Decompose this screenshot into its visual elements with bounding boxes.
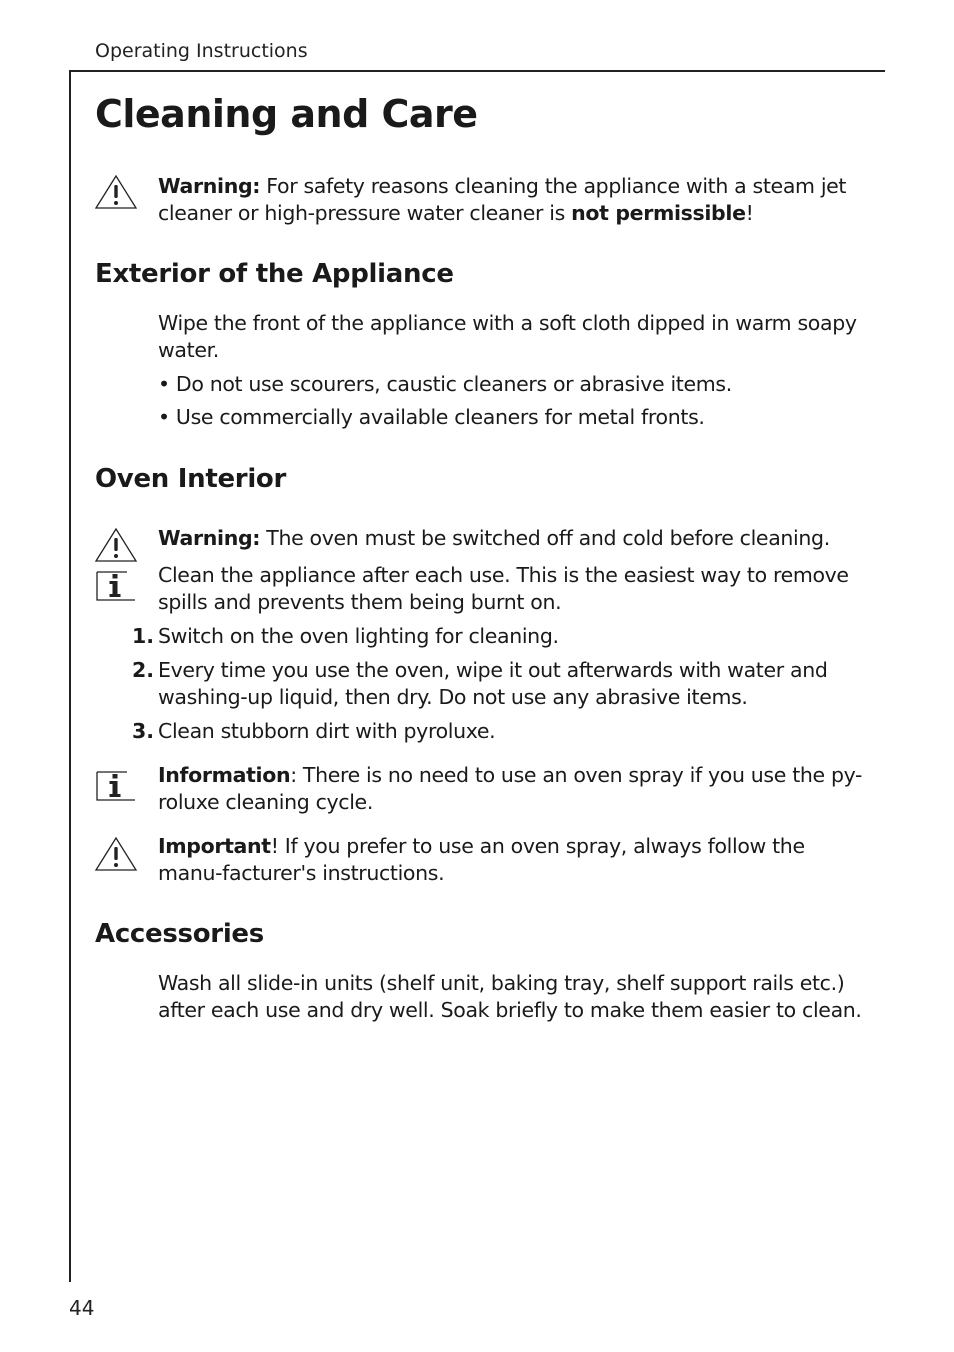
oven-info-text: Clean the appliance after each use. This is the easiest way to remove spills and prevents them being burnt on. [158,563,849,614]
warning-steam-emphasis: not permissible [571,201,746,225]
oven-warning-text [158,525,870,552]
step-text: Clean stubborn dirt with pyroluxe. [158,719,496,743]
important-text [158,833,870,887]
warning-steam-end: ! [745,201,754,225]
important-label: Important [158,834,271,858]
running-head: Operating Instructions [95,40,308,62]
step-number: 3. [131,719,154,743]
oven-warning-body: The oven must be switched off and cold before cleaning. [260,526,830,550]
step-number: 2. [131,658,154,682]
information-label: Information [158,763,291,787]
section-heading-exterior: Exterior of the Appliance [95,259,454,289]
margin-rule [69,70,71,1282]
section-heading-accessories: Accessories [95,919,264,949]
section-heading-oven-interior: Oven Interior [95,464,287,494]
exterior-bullet: • Use commercially available cleaners for metal fronts. [158,405,705,429]
warning-steam-body: For safety reasons cleaning the appliance with a steam jet cleaner or high-pressure water cleaner is [158,174,847,225]
warning-steam-text [158,173,870,227]
warning-triangle-icon [94,174,138,210]
exterior-intro: Wipe the front of the appliance with a soft cloth dipped in warm soapy water. [158,311,857,362]
header-rule [69,70,885,72]
page-number: 44 [69,1296,95,1320]
step-number: 1. [131,624,154,648]
step-text: Every time you use the oven, wipe it out afterwards with water and washing-up liquid, then dry. Do not use any abrasive items. [158,658,828,709]
step-text: Switch on the oven lighting for cleaning. [158,624,559,648]
information-text [158,762,870,816]
information-body: : There is no need to use an oven spray if you use the py-roluxe cleaning cycle. [158,763,863,814]
page-title: Cleaning and Care [95,92,478,136]
exterior-bullet: • Do not use scourers, caustic cleaners or abrasive items. [158,372,732,396]
warning-triangle-icon [94,527,138,563]
important-body: ! If you prefer to use an oven spray, always follow the manu-facturer's instructions. [158,834,805,885]
oven-warning-label: Warning: [158,526,261,550]
accessories-text: Wash all slide-in units (shelf unit, baking tray, shelf support rails etc.) after each use and dry well. Soak briefly to make them easier to clean. [158,971,862,1022]
info-icon [94,567,138,603]
warning-label: Warning: [158,174,261,198]
warning-triangle-icon [94,836,138,872]
info-icon [94,767,138,803]
